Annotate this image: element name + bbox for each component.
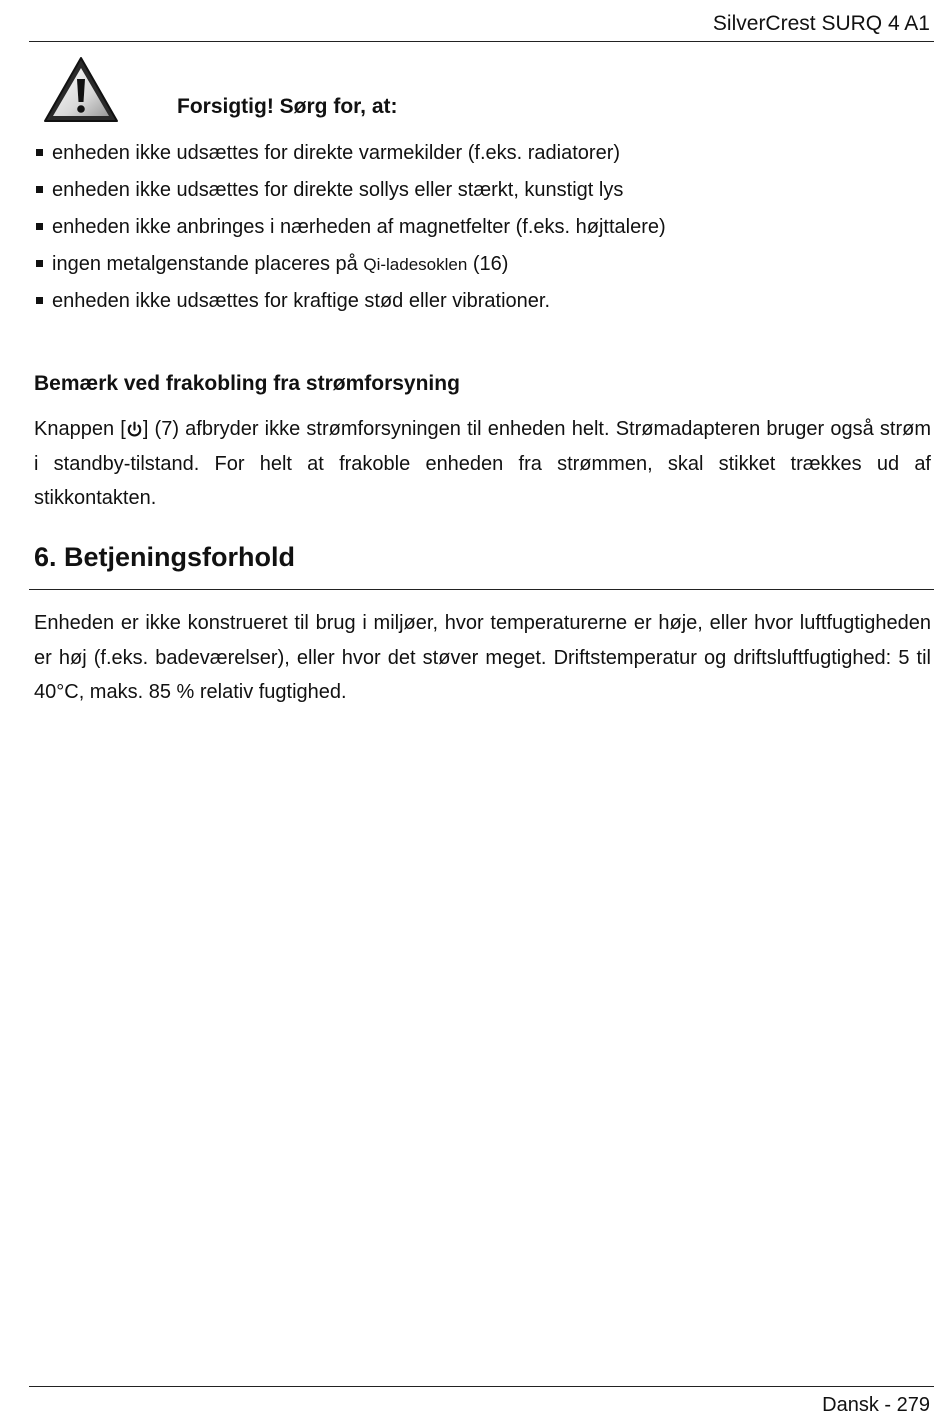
caution-title: Forsigtig! Sørg for, at: [177, 95, 398, 118]
caution-list [34, 135, 666, 320]
list-item: enheden ikke udsættes for direkte varmekilder (f.eks. radiatorer) [34, 135, 666, 172]
note-paragraph: Knappen [ ] (7) afbryder ikke strømforsyningen til enheden helt. Strømadapteren bruger også strøm i standby-tilstand. For helt at frakoble enheden fra strømmen, skal stikket trækkes ud af stikkontakten. [34, 418, 931, 509]
warning-triangle-icon [42, 55, 120, 125]
list-item: enheden ikke udsættes for direkte sollys eller stærkt, kunstigt lys [34, 172, 666, 209]
section-heading: 6. Betjeningsforhold [34, 542, 296, 572]
header-divider [29, 41, 934, 42]
list-item: enheden ikke anbringes i nærheden af magnetfelter (f.eks. højttalere) [34, 209, 666, 246]
page-number: Dansk - 279 [822, 1394, 930, 1416]
list-item: enheden ikke udsættes for kraftige stød eller vibrationer. [34, 283, 666, 320]
note-heading: Bemærk ved frakobling fra strømforsyning [34, 372, 460, 395]
power-icon [126, 421, 143, 438]
section-divider [29, 589, 934, 590]
footer-divider [29, 1386, 934, 1387]
section-paragraph: Enheden er ikke konstrueret til brug i miljøer, hvor temperaturerne er høje, eller hvor luftfugtigheden er høj (f.eks. badeværelser), eller hvor det støver meget. Driftstemperatur og driftsluftfugtighed: 5 til 40°C, maks. 85 % relativ fugtighed. [34, 612, 931, 703]
qi-dock-term: Qi-ladesoklen [363, 255, 468, 274]
reference-number: (16) [472, 253, 509, 275]
list-item: ingen metalgenstande placeres på Qi-ladesoklen (16) [34, 246, 666, 283]
header-title: SilverCrest SURQ 4 A1 [712, 12, 930, 35]
